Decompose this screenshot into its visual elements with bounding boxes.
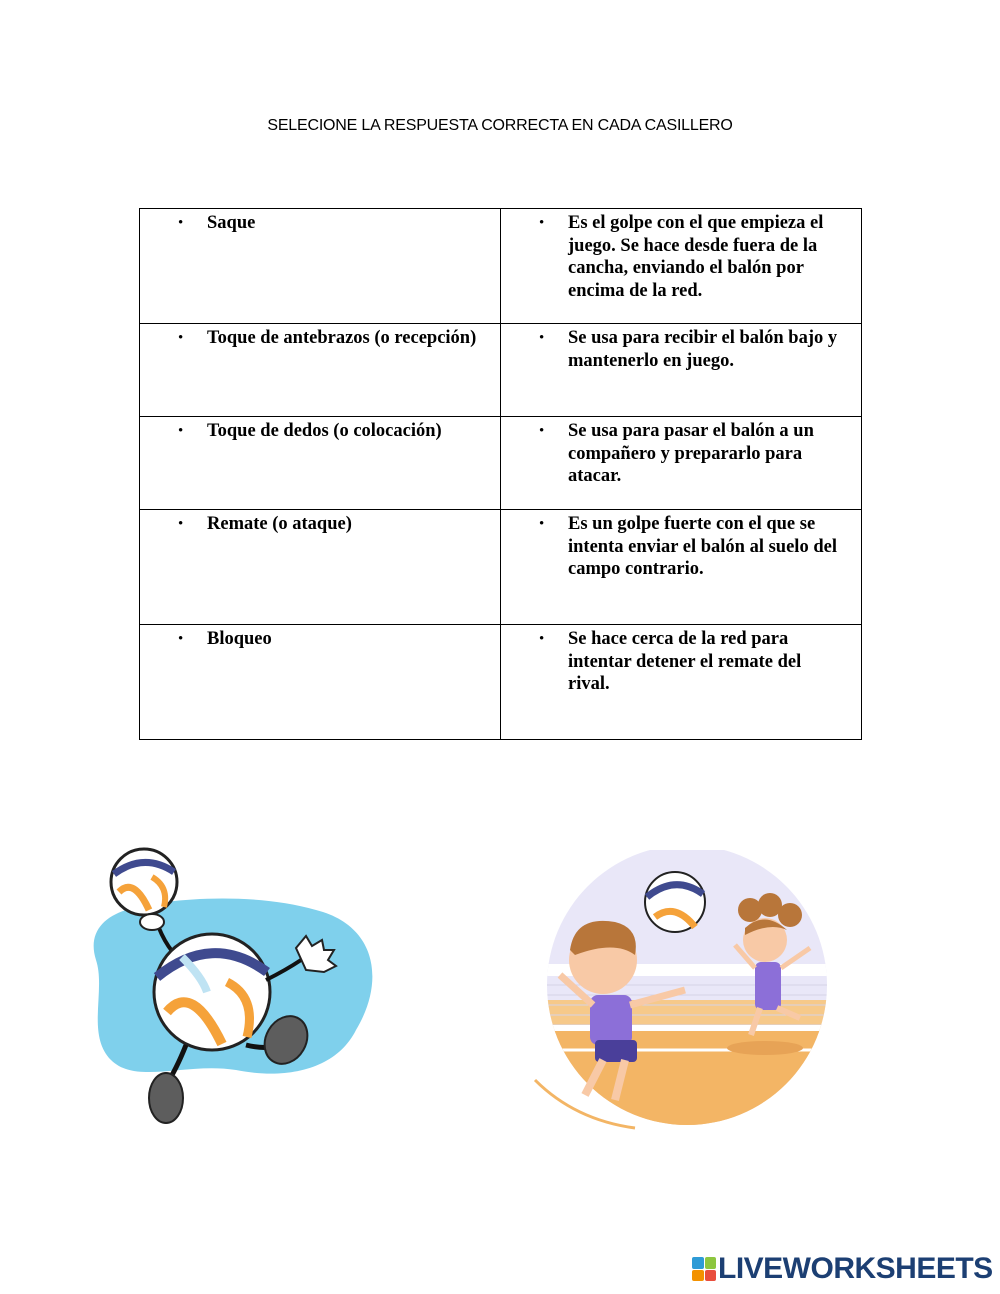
table-row — [140, 417, 862, 510]
definition-cell[interactable] — [501, 417, 862, 510]
term-text: Toque de dedos (o colocación) — [207, 421, 442, 441]
bullet-icon: • — [178, 516, 184, 532]
term-text: Remate (o ataque) — [207, 514, 352, 534]
definition-text: Se hace cerca de la red para intentar detener el remate del rival. — [568, 629, 802, 695]
liveworksheets-wordmark: LIVEWORKSHEETS — [718, 1252, 993, 1285]
term-cell[interactable] — [140, 417, 501, 510]
table-row — [140, 209, 862, 324]
definition-text: Se usa para pasar el balón a un compañero y prepararlo para atacar. — [568, 421, 814, 487]
bullet-icon: • — [178, 330, 184, 346]
bullet-icon: • — [539, 516, 545, 532]
table-row — [140, 510, 862, 625]
definition-cell[interactable] — [501, 209, 862, 324]
term-cell[interactable] — [140, 324, 501, 417]
bullet-icon: • — [178, 631, 184, 647]
term-text: Toque de antebrazos (o recepción) — [207, 328, 477, 348]
term-cell[interactable] — [140, 209, 501, 324]
definition-cell[interactable] — [501, 510, 862, 625]
bullet-icon: • — [539, 423, 545, 439]
matching-table — [139, 208, 862, 740]
term-cell[interactable] — [140, 625, 501, 740]
definition-text: Es un golpe fuerte con el que se intenta enviar el balón al suelo del campo contrario. — [568, 514, 837, 580]
definition-text: Es el golpe con el que empieza el juego. Se hace desde fuera de la cancha, enviando el balón por encima de la red. — [568, 213, 824, 301]
bullet-icon: • — [178, 215, 184, 231]
bullet-icon: • — [539, 330, 545, 346]
table-row — [140, 324, 862, 417]
definition-text: Se usa para recibir el balón bajo y mantenerlo en juego. — [568, 328, 838, 371]
liveworksheets-logo — [692, 1253, 993, 1285]
bullet-icon: • — [539, 631, 545, 647]
volleyball-mascot-illustration — [86, 840, 386, 1130]
liveworksheets-logo-icon — [692, 1257, 716, 1281]
term-cell[interactable] — [140, 510, 501, 625]
bullet-icon: • — [178, 423, 184, 439]
definition-cell[interactable] — [501, 625, 862, 740]
bullet-icon: • — [539, 215, 545, 231]
worksheet-title: SELECIONE LA RESPUESTA CORRECTA EN CADA CASILLERO — [267, 117, 733, 134]
kids-playing-volleyball-illustration — [515, 850, 865, 1135]
table-row — [140, 625, 862, 740]
definition-cell[interactable] — [501, 324, 862, 417]
term-text: Saque — [207, 213, 256, 233]
term-text: Bloqueo — [207, 629, 272, 649]
